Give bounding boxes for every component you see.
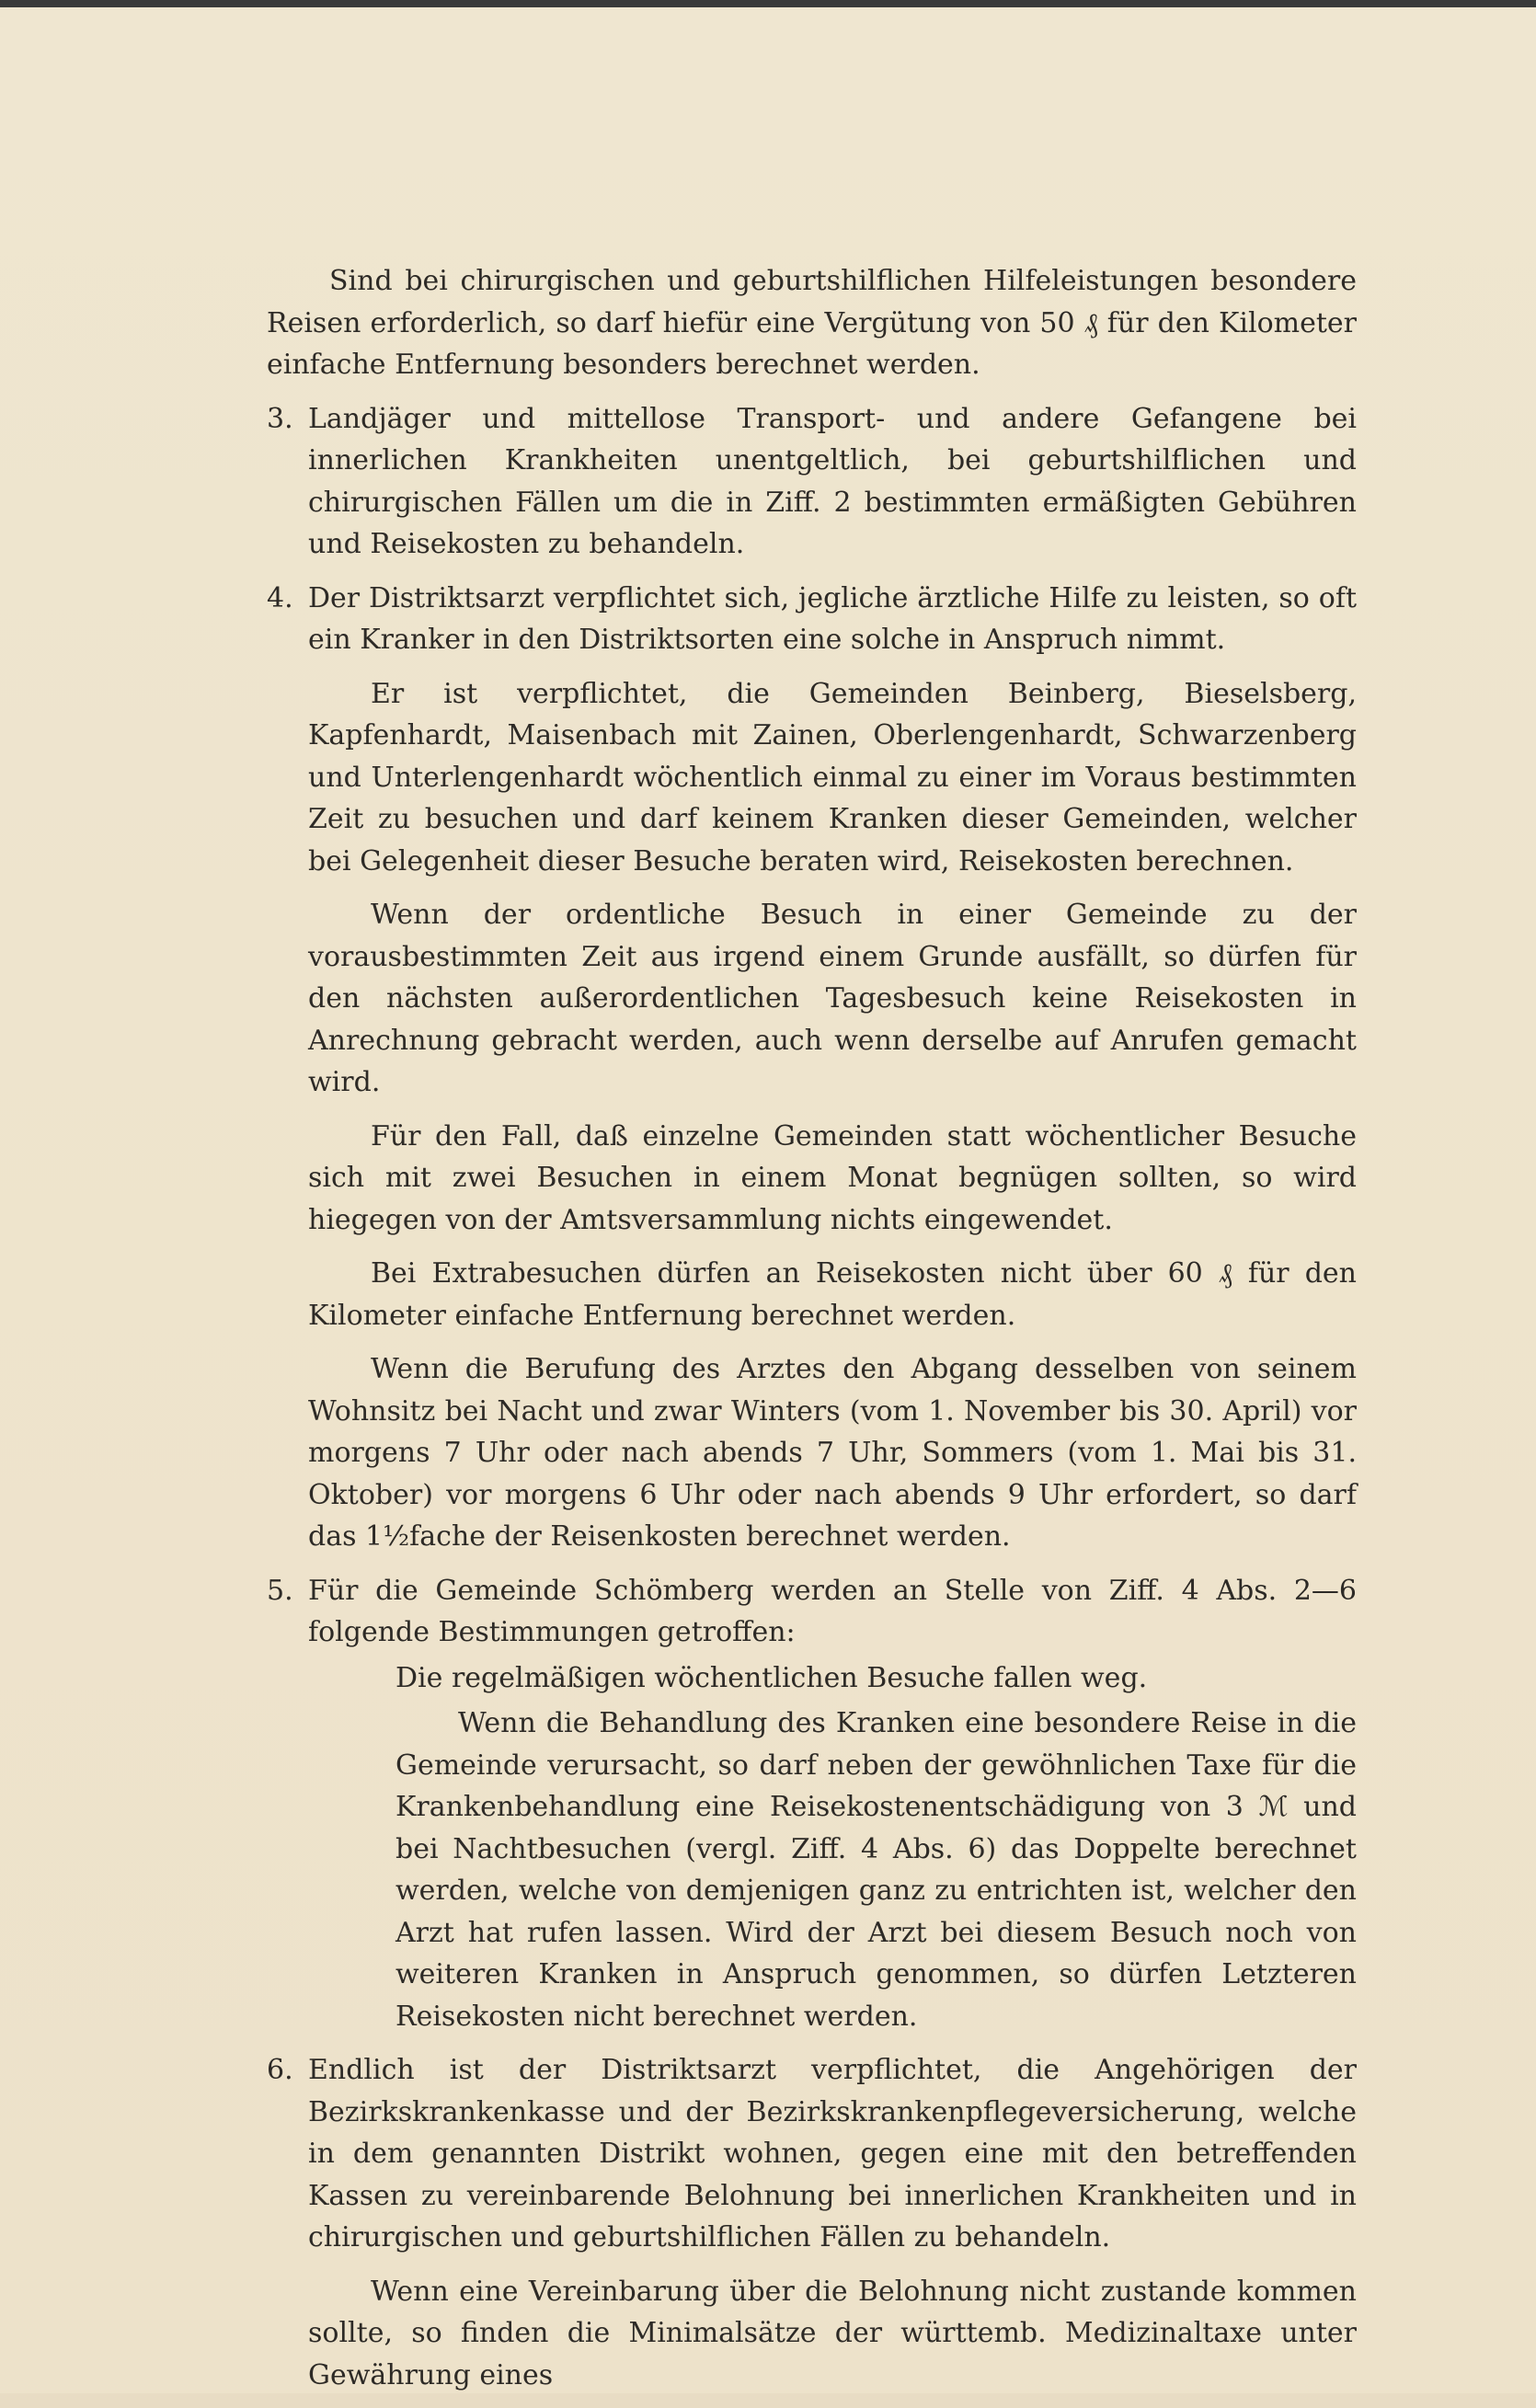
item-paragraph: Wenn die Behandlung des Kranken eine besondere Reise in die Gemeinde verursacht, so darf neben der gewöhnlichen Taxe für die Krankenbehandlung eine Reisekostenentschädigung von 3 ℳ und bei Nachtbesuchen (vergl. Ziff. 4 Abs. 6) das Doppelte berechnet werden, welche von demjenigen ganz zu entrichten ist, welcher den Arzt hat rufen lassen. Wird der Arzt bei diesem Besuch noch von weiteren Kranken in Anspruch genommen, so dürfen Letzteren Reisekosten nicht berechnet werden. <box>395 1707 1357 2033</box>
list-item-6 <box>267 2049 1357 2396</box>
document-body <box>267 260 1357 2408</box>
scan-top-edge <box>0 0 1536 7</box>
list-item-4 <box>267 578 1357 1558</box>
item-paragraph: Wenn die Berufung des Arztes den Abgang desselben von seinem Wohnsitz bei Nacht und zwar Winters (vom 1. November bis 30. April) vor morgens 7 Uhr oder nach abends 7 Uhr, Sommers (vom 1. Mai bis 31. Oktober) vor morgens 6 Uhr oder nach abends 9 Uhr erfordert, so darf das 1½fache der Reisenkosten berechnet werden. <box>308 1353 1357 1553</box>
list-item-5 <box>267 1570 1357 2038</box>
item-text: Der Distriktsarzt verpflichtet sich, jegliche ärztliche Hilfe zu leisten, so oft ein Kranker in den Distriktsorten eine solche in Anspruch nimmt. <box>308 581 1357 656</box>
item-paragraph: Wenn eine Vereinbarung über die Belohnung nicht zustande kommen sollte, so finden die Minimalsätze der württemb. Medizinaltaxe unter Gewährung eines <box>308 2275 1357 2391</box>
item-number: 5. <box>267 1574 293 1607</box>
item-text: Für die Gemeinde Schömberg werden an Stelle von Ziff. 4 Abs. 2—6 folgende Bestimmungen getroffen: <box>308 1574 1357 1648</box>
item-number: 6. <box>267 2054 293 2086</box>
item-paragraph: Bei Extrabesuchen dürfen an Reisekosten nicht über 60 ₰ für den Kilometer einfache Entfernung berechnet werden. <box>308 1257 1357 1332</box>
item-paragraph: Er ist verpflichtet, die Gemeinden Beinberg, Bieselsberg, Kapfenhardt, Maisenbach mit Zainen, Oberlengenhardt, Schwarzenberg und Unterlengenhardt wöchentlich einmal zu einer im Voraus bestimmten Zeit zu besuchen und darf keinem Kranken dieser Gemeinden, welcher bei Gelegenheit dieser Besuche beraten wird, Reisekosten berechnen. <box>308 677 1357 877</box>
item-5-provisions <box>308 1657 1357 2038</box>
paragraph-travel-compensation: Sind bei chirurgischen und geburtshilflichen Hilfeleistungen besondere Reisen erforderlich, so darf hiefür eine Vergütung von 50 ₰ für den Kilometer einfache Entfernung besonders berechnet werden. <box>267 265 1357 381</box>
item-text: Landjäger und mittellose Transport- und andere Gefangene bei innerlichen Krankheiten unentgeltlich, bei geburtshilflichen und chirurgischen Fällen um die in Ziff. 2 bestimmten ermäßigten Gebühren und Reisekosten zu behandeln. <box>308 402 1357 560</box>
item-text: Endlich ist der Distriktsarzt verpflichtet, die Angehörigen der Bezirkskrankenkasse und der Bezirkskrankenpflegeversicherung, welche in dem genannten Distrikt wohnen, gegen eine mit den betreffenden Kassen zu vereinbarende Belohnung bei innerlichen Krankheiten und in chirurgischen und geburtshilflichen Fällen zu behandeln. <box>308 2054 1357 2253</box>
item-paragraph: Die regelmäßigen wöchentlichen Besuche fallen weg. <box>395 1661 1148 1694</box>
item-number: 3. <box>267 402 293 435</box>
document-page <box>0 7 1536 2393</box>
item-number: 4. <box>267 581 293 614</box>
list-item-3 <box>267 398 1357 566</box>
item-paragraph: Wenn der ordentliche Besuch in einer Gemeinde zu der vorausbestimmten Zeit aus irgend einem Grunde ausfällt, so dürfen für den nächsten außerordentlichen Tagesbesuch keine Reisekosten in Anrechnung gebracht werden, auch wenn derselbe auf Anrufen gemacht wird. <box>308 899 1357 1098</box>
item-paragraph: Für den Fall, daß einzelne Gemeinden statt wöchentlicher Besuche sich mit zwei Besuchen in einem Monat begnügen sollten, so wird hiegegen von der Amtsversammlung nichts eingewendet. <box>308 1119 1357 1236</box>
